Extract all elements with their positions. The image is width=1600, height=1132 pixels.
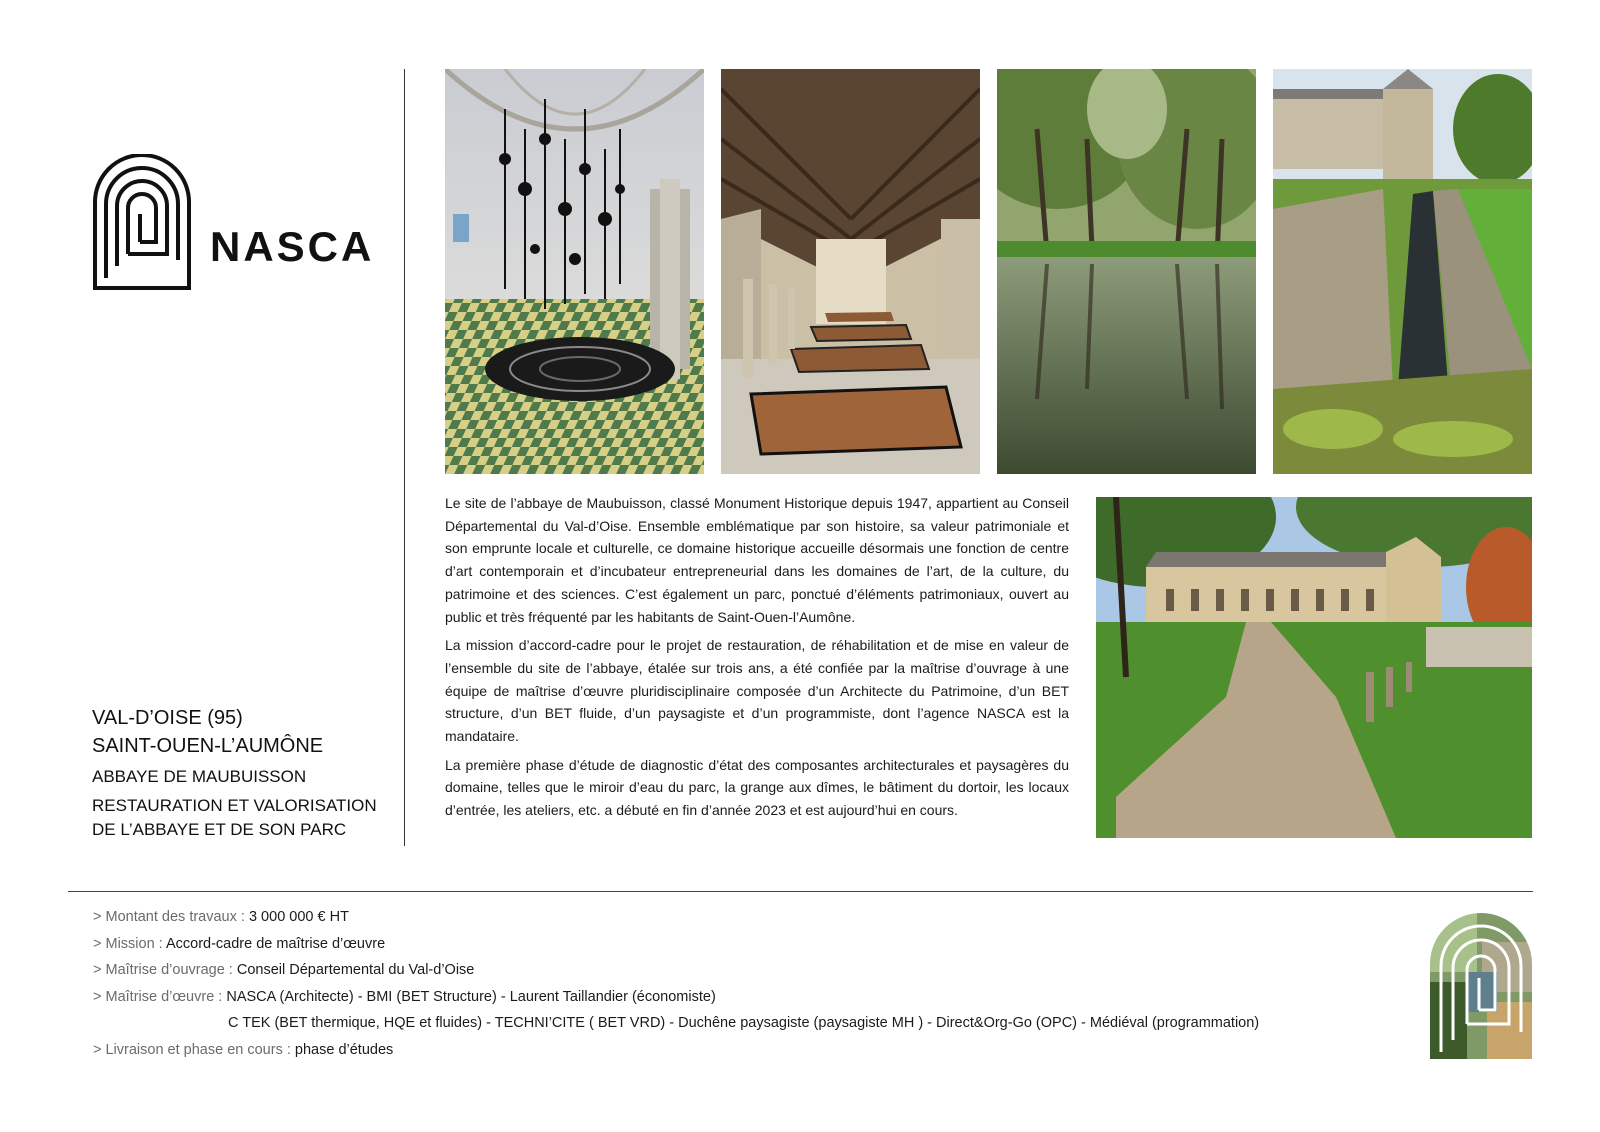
nasca-arch-logo-icon <box>92 154 192 290</box>
water-mirror-park-photo <box>997 69 1256 474</box>
project-title-line1: RESTAURATION ET VALORISATION <box>92 796 377 815</box>
info-mo-label: > Maîtrise d’ouvrage : <box>93 962 233 978</box>
nasca-badge <box>1427 912 1535 1062</box>
info-mo-value: Conseil Départemental du Val-d’Oise <box>236 962 475 978</box>
description-paragraph-1: Le site de l’abbaye de Maubuisson, classé Monument Historique depuis 1947, appartient au Conseil Départemental du Val-d’Oise. Ensemble emblématique par son histoire, sa valeur patrimoniale et son emprunte locale et culturelle, ce domaine historique accueille désormais une fonction de centre d’art contemporain et d’incubateur entrepreneurial dans les domaines de l’art, de la culture, du patrimoine et des sciences. C’est également un parc, ponctué d’éléments patrimoniaux, ouvert au public et très fréquenté par les habitants de Saint-Ouen-l’Aumône. <box>445 495 1069 625</box>
brand-name: NASCA <box>210 223 375 270</box>
project-region: VAL-D’OISE (95) <box>92 707 243 729</box>
nasca-arch-badge-icon <box>1427 912 1535 1062</box>
project-site: ABBAYE DE MAUBUISSON <box>92 767 307 786</box>
info-mission-value: Accord-cadre de maîtrise d’œuvre <box>165 936 386 952</box>
info-montant-label: > Montant des travaux : <box>93 909 245 925</box>
info-maitrise-oeuvre <box>93 989 716 1005</box>
info-mission <box>93 936 385 952</box>
project-city: SAINT-OUEN-L’AUMÔNE <box>92 735 324 757</box>
chapter-hall-interior-photo <box>445 69 704 474</box>
info-moe-label: > Maîtrise d’œuvre : <box>93 989 223 1005</box>
project-description <box>445 492 1069 828</box>
info-moe-value: NASCA (Architecte) - BMI (BET Structure) - Laurent Taillandier (économiste) <box>226 989 716 1005</box>
info-livraison <box>93 1042 393 1058</box>
description-paragraph-3: La première phase d’étude de diagnostic d’état des composantes architecturales et paysagères du domaine, telles que le miroir d’eau du parc, la grange aux dîmes, le bâtiment du dortoir, les locaux d’entrée, les ateliers, etc. a débuté en fin d’année 2023 et est aujourd’hui en cours. <box>445 756 1069 819</box>
vertical-divider <box>404 69 405 846</box>
project-title-line2: DE L’ABBAYE ET DE SON PARC <box>92 820 347 839</box>
info-mission-label: > Mission : <box>93 936 163 952</box>
horizontal-divider <box>68 891 1533 892</box>
info-montant <box>93 909 349 925</box>
abbey-exterior-photo <box>1096 497 1532 838</box>
info-livraison-label: > Livraison et phase en cours : <box>93 1042 291 1058</box>
tithe-barn-interior-photo <box>721 69 980 474</box>
info-maitrise-oeuvre-continued: C TEK (BET thermique, HQE et fluides) - TECHNI’CITE ( BET VRD) - Duchêne paysagiste (paysagiste MH ) - Direct&Org-Go (OPC) - Médiéval (programmation) <box>228 1015 1260 1031</box>
info-livraison-value: phase d’études <box>294 1042 394 1058</box>
moat-canal-photo <box>1273 69 1532 474</box>
description-paragraph-2: La mission d’accord-cadre pour le projet de restauration, de réhabilitation et de mise en valeur de l’ensemble du site de l’abbaye, étalée sur trois ans, a été confiée par la maîtrise d’ouvrage à une équipe de maîtrise d’œuvre pluridisciplinaire composée d’un Architecte du Patrimoine, d’un BET structure, d’un BET fluide, d’un paysagiste et d’un programmiste, dont l’agence NASCA est la mandataire. <box>445 637 1069 745</box>
info-montant-value: 3 000 000 € HT <box>248 909 349 925</box>
info-maitrise-ouvrage <box>93 962 474 978</box>
